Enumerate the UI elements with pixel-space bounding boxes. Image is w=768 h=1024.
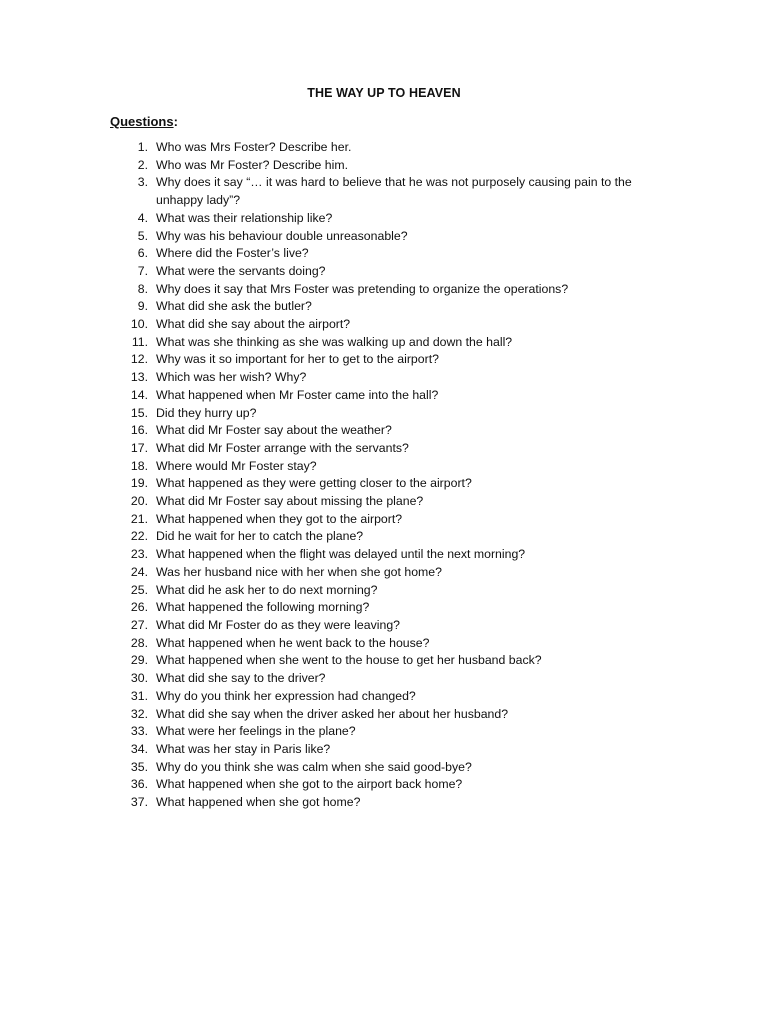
question-text: Where would Mr Foster stay? [156,458,317,473]
question-number: 26. [130,600,148,615]
questions-list [110,139,670,812]
question-number: 36. [130,777,148,792]
question-number: 19. [130,476,148,491]
questions-heading-label: Questions [110,114,174,129]
question-item [110,422,670,440]
question-number: 10. [130,317,148,332]
question-text: What happened when she got to the airport back home? [156,777,463,792]
question-number: 14. [130,387,148,402]
question-text: What happened when they got to the airport? [156,511,403,526]
question-number: 31. [130,688,148,703]
question-item [110,617,670,635]
question-text: What was she thinking as she was walking up and down the hall? [156,334,513,349]
question-item [110,228,670,246]
question-item [110,263,670,281]
question-number: 30. [130,671,148,686]
question-number: 17. [130,440,148,455]
question-number: 6. [137,246,148,261]
question-item [110,723,670,741]
question-text: Why does it say “… it was hard to believe that he was not purposely causing pain to the unhappy lady”? [156,175,632,208]
question-item [110,706,670,724]
question-text: What happened the following morning? [156,600,370,615]
question-item [110,210,670,228]
question-text: Did they hurry up? [156,405,257,420]
question-number: 8. [137,281,148,296]
question-number: 16. [130,423,148,438]
question-text: What happened when she got home? [156,795,361,810]
question-item [110,582,670,600]
question-number: 33. [130,724,148,739]
question-number: 7. [137,263,148,278]
question-text: Where did the Foster’s live? [156,246,309,261]
question-text: Who was Mrs Foster? Describe her. [156,140,352,154]
question-number: 4. [137,210,148,225]
question-item [110,440,670,458]
questions-heading [110,114,178,129]
question-item [110,174,670,209]
question-item [110,564,670,582]
question-number: 35. [130,759,148,774]
question-item [110,351,670,369]
question-number: 9. [137,299,148,314]
question-item [110,652,670,670]
question-text: Which was her wish? Why? [156,370,307,385]
question-number: 34. [130,741,148,756]
question-text: Why was it so important for her to get to the airport? [156,352,439,367]
question-number: 32. [130,706,148,721]
question-item [110,369,670,387]
question-number: 11. [131,334,148,349]
question-item [110,405,670,423]
question-text: What happened when he went back to the house? [156,635,430,650]
question-item [110,599,670,617]
question-item [110,157,670,175]
question-item [110,776,670,794]
question-item [110,759,670,777]
question-text: Why do you think her expression had changed? [156,688,416,703]
question-text: What were her feelings in the plane? [156,724,356,739]
question-text: Why do you think she was calm when she said good-bye? [156,759,472,774]
question-text: What happened as they were getting closer to the airport? [156,476,472,491]
question-text: What did she ask the butler? [156,299,312,314]
question-item [110,458,670,476]
question-text: What happened when she went to the house to get her husband back? [156,653,542,668]
question-text: What was their relationship like? [156,210,333,225]
questions-heading-colon: : [173,114,178,129]
question-text: Was her husband nice with her when she got home? [156,564,442,579]
question-text: What happened when Mr Foster came into the hall? [156,387,439,402]
question-item [110,281,670,299]
question-text: Why was his behaviour double unreasonable? [156,228,408,243]
question-item [110,298,670,316]
question-item [110,316,670,334]
question-item [110,387,670,405]
question-item [110,670,670,688]
question-number: 21. [130,511,148,526]
question-text: What happened when the flight was delayed until the next morning? [156,547,526,562]
question-text: What did Mr Foster say about the weather? [156,423,392,438]
question-number: 24. [130,564,148,579]
question-number: 27. [130,617,148,632]
question-item [110,528,670,546]
question-text: Did he wait for her to catch the plane? [156,529,364,544]
question-number: 5. [137,228,148,243]
question-number: 37. [130,795,148,810]
question-text: What did she say to the driver? [156,671,326,686]
question-item [110,493,670,511]
question-text: What was her stay in Paris like? [156,741,331,756]
question-number: 22. [130,529,148,544]
question-number: 18. [130,458,148,473]
question-number: 28. [130,635,148,650]
question-number: 29. [130,653,148,668]
question-text: What did he ask her to do next morning? [156,582,378,597]
question-number: 3. [137,175,148,190]
question-text: What did she say about the airport? [156,317,351,332]
question-text: What did she say when the driver asked her about her husband? [156,706,509,721]
question-number: 13. [130,370,148,385]
question-item [110,245,670,263]
question-item [110,741,670,759]
question-number: 23. [130,547,148,562]
question-text: Who was Mr Foster? Describe him. [156,157,349,172]
question-text: What were the servants doing? [156,263,326,278]
document-title: THE WAY UP TO HEAVEN [307,86,461,100]
question-text: What did Mr Foster arrange with the servants? [156,440,409,455]
question-text: Why does it say that Mrs Foster was pretending to organize the operations? [156,281,569,296]
question-number: 2. [137,157,148,172]
question-item [110,688,670,706]
question-text: What did Mr Foster do as they were leaving? [156,617,400,632]
question-item [110,511,670,529]
question-number: 12. [130,352,148,367]
question-item [110,794,670,812]
question-number: 1. [137,140,148,154]
question-number: 20. [130,494,148,509]
question-number: 15. [130,405,148,420]
question-text: What did Mr Foster say about missing the plane? [156,494,424,509]
question-item [110,334,670,352]
question-item [110,635,670,653]
question-item [110,475,670,493]
question-item [110,139,670,157]
question-item [110,546,670,564]
question-number: 25. [130,582,148,597]
